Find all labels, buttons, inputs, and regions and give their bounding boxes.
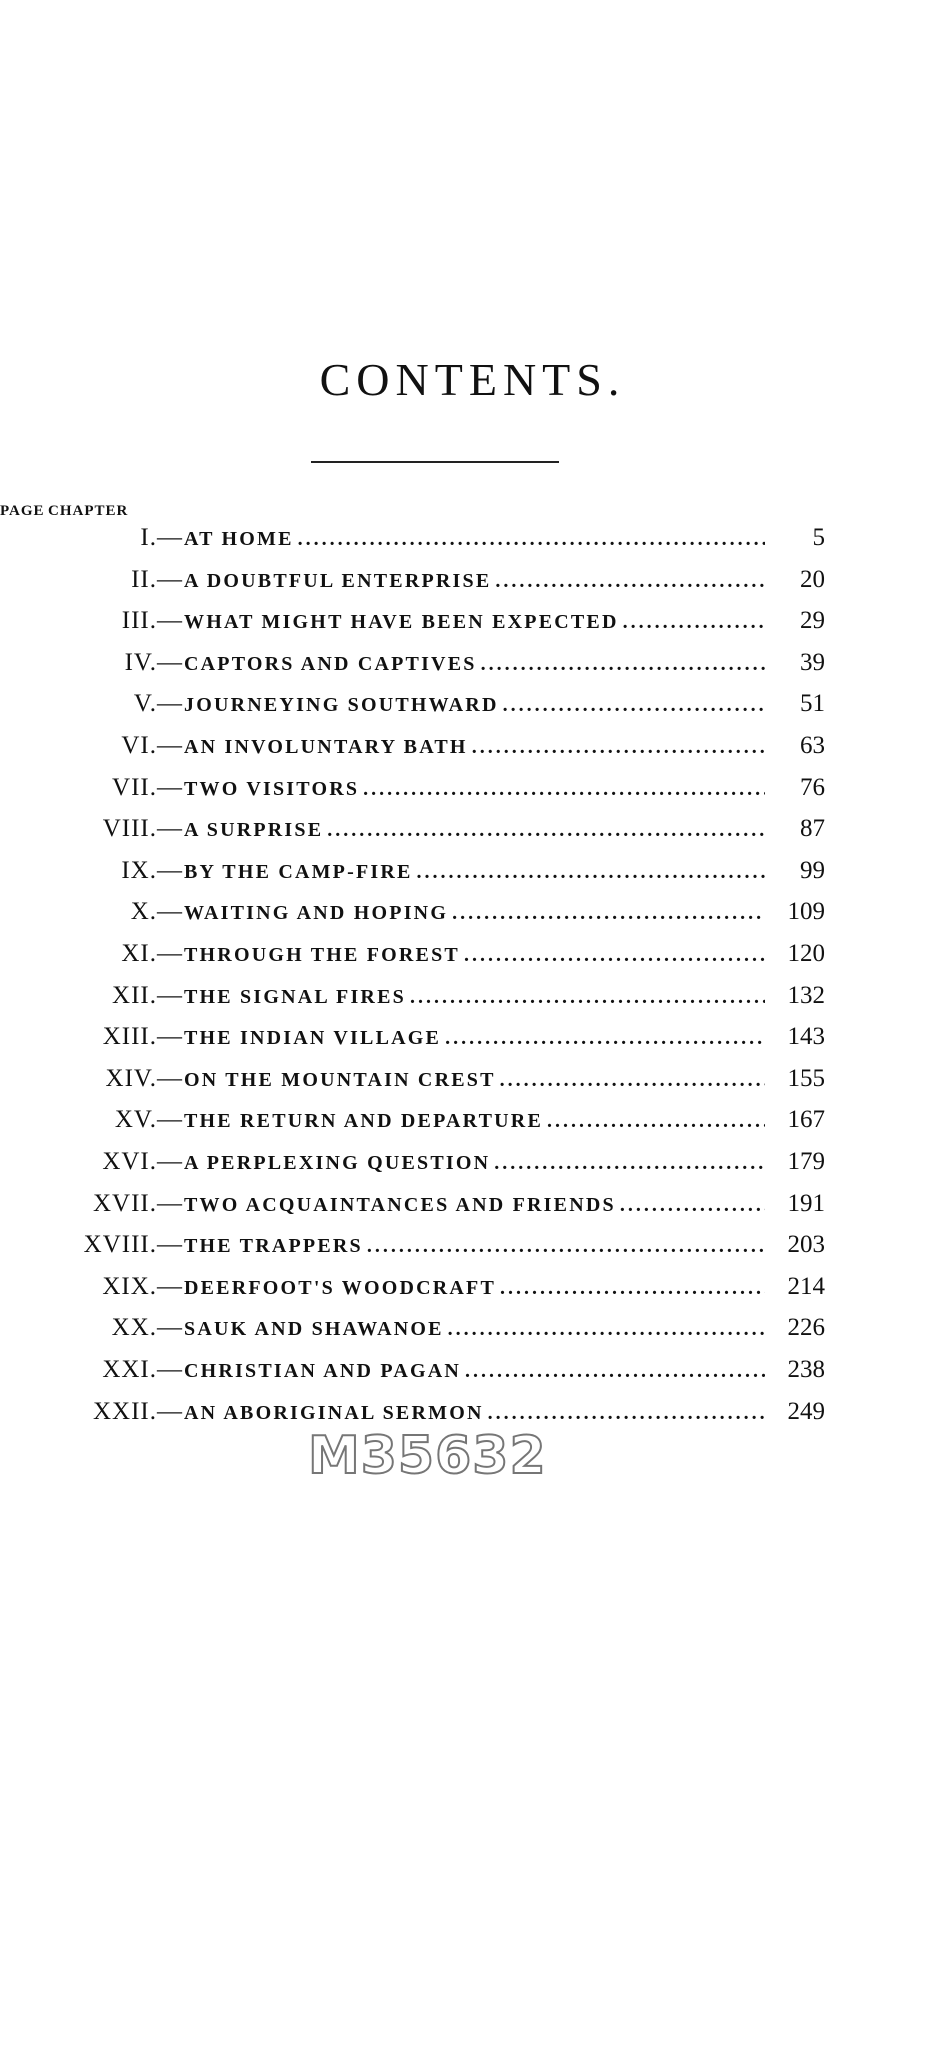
- chapter-number: VIII.: [102, 815, 157, 843]
- leader-dots: [448, 902, 765, 925]
- chapter-title: TWO VISITORS: [184, 777, 360, 800]
- chapter-dash: —: [157, 1148, 182, 1175]
- chapter-title: THE SIGNAL FIRES: [184, 985, 406, 1008]
- toc-entry: [0, 1023, 945, 1065]
- chapter-number: II.: [131, 565, 157, 593]
- leader-dots: [619, 611, 765, 634]
- chapter-title: AT HOME: [184, 528, 294, 550]
- leader-dots: [359, 778, 765, 801]
- chapter-number: XX.: [111, 1314, 157, 1342]
- page-number: 249: [787, 1397, 825, 1425]
- page-column-label: PAGE: [0, 503, 45, 519]
- toc-entry: [0, 566, 945, 608]
- page-number: 87: [800, 815, 825, 843]
- chapter-number: XXI.: [102, 1356, 157, 1383]
- leader-dots: [294, 528, 765, 551]
- chapter-title: A SURPRISE: [184, 819, 324, 842]
- chapter-number: XI.: [121, 940, 157, 967]
- toc-entry: [0, 1231, 945, 1273]
- page-number: 5: [812, 524, 825, 551]
- chapter-title: JOURNEYING SOUTHWARD: [184, 694, 499, 717]
- chapter-dash: —: [157, 1397, 182, 1425]
- chapter-dash: —: [157, 732, 182, 759]
- leader-dots: [496, 1069, 765, 1092]
- chapter-title: DEERFOOT'S WOODCRAFT: [184, 1276, 496, 1299]
- chapter-title: THE RETURN AND DEPARTURE: [184, 1110, 543, 1133]
- leader-dots: [413, 861, 765, 884]
- chapter-number: XXII.: [92, 1397, 157, 1425]
- chapter-title: THROUGH THE FOREST: [184, 944, 460, 966]
- chapter-title: AN ABORIGINAL SERMON: [184, 1401, 484, 1424]
- leader-dots: [491, 570, 765, 593]
- toc-entry: [0, 1314, 945, 1356]
- chapter-number: X.: [130, 898, 157, 926]
- toc-entry: [0, 607, 945, 649]
- leader-dots: [484, 1402, 765, 1425]
- chapter-title: AN INVOLUNTARY BATH: [184, 736, 468, 758]
- toc-entry: [0, 774, 945, 816]
- chapter-dash: —: [157, 1231, 182, 1259]
- page-number: 132: [787, 981, 825, 1009]
- chapter-column-label: CHAPTER: [48, 503, 129, 519]
- toc-entry: [0, 1273, 945, 1315]
- chapter-dash: —: [157, 981, 182, 1009]
- leader-dots: [468, 736, 765, 759]
- leader-dots: [477, 653, 765, 676]
- chapter-number: XIV.: [105, 1064, 157, 1092]
- page-number: 179: [787, 1148, 825, 1175]
- chapter-title: SAUK AND SHAWANOE: [184, 1318, 444, 1341]
- leader-dots: [499, 694, 765, 717]
- page-number: 191: [787, 1189, 825, 1217]
- chapter-dash: —: [157, 1023, 182, 1051]
- leader-dots: [323, 819, 765, 842]
- chapter-number: V.: [133, 690, 157, 718]
- leader-dots: [444, 1318, 765, 1341]
- toc-entry: [0, 1356, 945, 1398]
- toc-entry: [0, 1148, 945, 1190]
- chapter-dash: —: [157, 940, 182, 967]
- chapter-dash: —: [157, 565, 182, 593]
- page-number: 39: [800, 648, 825, 676]
- chapter-title: BY THE CAMP-FIRE: [184, 860, 413, 883]
- chapter-number: XVII.: [92, 1189, 157, 1217]
- toc-entry: [0, 1065, 945, 1107]
- page-number: 214: [787, 1272, 825, 1300]
- chapter-dash: —: [157, 524, 182, 551]
- toc-entry: [0, 1190, 945, 1232]
- leader-dots: [406, 986, 765, 1009]
- page-number: 203: [787, 1231, 825, 1259]
- chapter-title: CHRISTIAN AND PAGAN: [184, 1360, 462, 1382]
- page-number: 109: [787, 898, 825, 926]
- title-divider: [311, 461, 559, 463]
- page-number: 143: [787, 1023, 825, 1051]
- toc-entry: [0, 524, 945, 566]
- chapter-number: XIX.: [102, 1272, 157, 1300]
- chapter-number: VII.: [112, 773, 157, 801]
- leader-dots: [543, 1110, 765, 1133]
- toc-entry: [0, 649, 945, 691]
- chapter-dash: —: [157, 1356, 182, 1383]
- leader-dots: [496, 1277, 765, 1300]
- chapter-title: WHAT MIGHT HAVE BEEN EXPECTED: [184, 611, 619, 634]
- chapter-title: A PERPLEXING QUESTION: [184, 1152, 491, 1174]
- chapter-title: A DOUBTFUL ENTERPRISE: [184, 569, 492, 592]
- page-number: 99: [800, 856, 825, 884]
- chapter-title: TWO ACQUAINTANCES AND FRIENDS: [184, 1193, 616, 1216]
- chapter-dash: —: [157, 773, 182, 801]
- chapter-dash: —: [157, 815, 182, 843]
- chapter-dash: —: [157, 1064, 182, 1092]
- library-stamp: M35632: [308, 1426, 547, 1486]
- chapter-number: XII.: [112, 981, 157, 1009]
- chapter-number: XVI.: [102, 1148, 157, 1175]
- chapter-title: ON THE MOUNTAIN CREST: [184, 1068, 496, 1091]
- page-number: 63: [800, 732, 825, 759]
- chapter-number: III.: [121, 607, 157, 635]
- chapter-number: XVIII.: [83, 1231, 157, 1259]
- toc-entry: [0, 898, 945, 940]
- chapter-dash: —: [157, 607, 182, 635]
- toc-entry: [0, 857, 945, 899]
- toc-entry: [0, 940, 945, 982]
- page-number: 20: [800, 565, 825, 593]
- toc-entry: [0, 732, 945, 774]
- page-number: 120: [787, 940, 825, 967]
- chapter-dash: —: [157, 1106, 182, 1134]
- chapter-title: THE TRAPPERS: [184, 1235, 363, 1258]
- page-number: 226: [787, 1314, 825, 1342]
- leader-dots: [441, 1027, 765, 1050]
- chapter-dash: —: [157, 648, 182, 676]
- chapter-title: THE INDIAN VILLAGE: [184, 1027, 442, 1050]
- page-number: 29: [800, 607, 825, 635]
- chapter-title: WAITING AND HOPING: [184, 902, 449, 925]
- leader-dots: [616, 1194, 765, 1217]
- chapter-dash: —: [157, 690, 182, 718]
- toc-entry: [0, 690, 945, 732]
- chapter-dash: —: [157, 1314, 182, 1342]
- page-number: 51: [800, 690, 825, 718]
- page-number: 76: [800, 773, 825, 801]
- leader-dots: [490, 1152, 765, 1175]
- chapter-number: XIII.: [102, 1023, 157, 1051]
- page-title: CONTENTS.: [319, 354, 626, 405]
- toc-entry: [0, 1106, 945, 1148]
- toc-entry: [0, 815, 945, 857]
- chapter-number: IX.: [121, 856, 157, 884]
- chapter-dash: —: [157, 1189, 182, 1217]
- toc-entry: [0, 982, 945, 1024]
- chapter-number: I.: [140, 524, 157, 551]
- page-number: 155: [787, 1064, 825, 1092]
- leader-dots: [461, 1360, 765, 1383]
- chapter-number: XV.: [114, 1106, 157, 1134]
- chapter-dash: —: [157, 898, 182, 926]
- leader-dots: [460, 944, 765, 967]
- chapter-dash: —: [157, 856, 182, 884]
- page-number: 238: [787, 1356, 825, 1383]
- chapter-number: VI.: [121, 732, 157, 759]
- chapter-number: IV.: [124, 648, 157, 676]
- leader-dots: [363, 1235, 765, 1258]
- page-number: 167: [787, 1106, 825, 1134]
- chapter-title: CAPTORS AND CAPTIVES: [184, 652, 477, 675]
- chapter-dash: —: [157, 1272, 182, 1300]
